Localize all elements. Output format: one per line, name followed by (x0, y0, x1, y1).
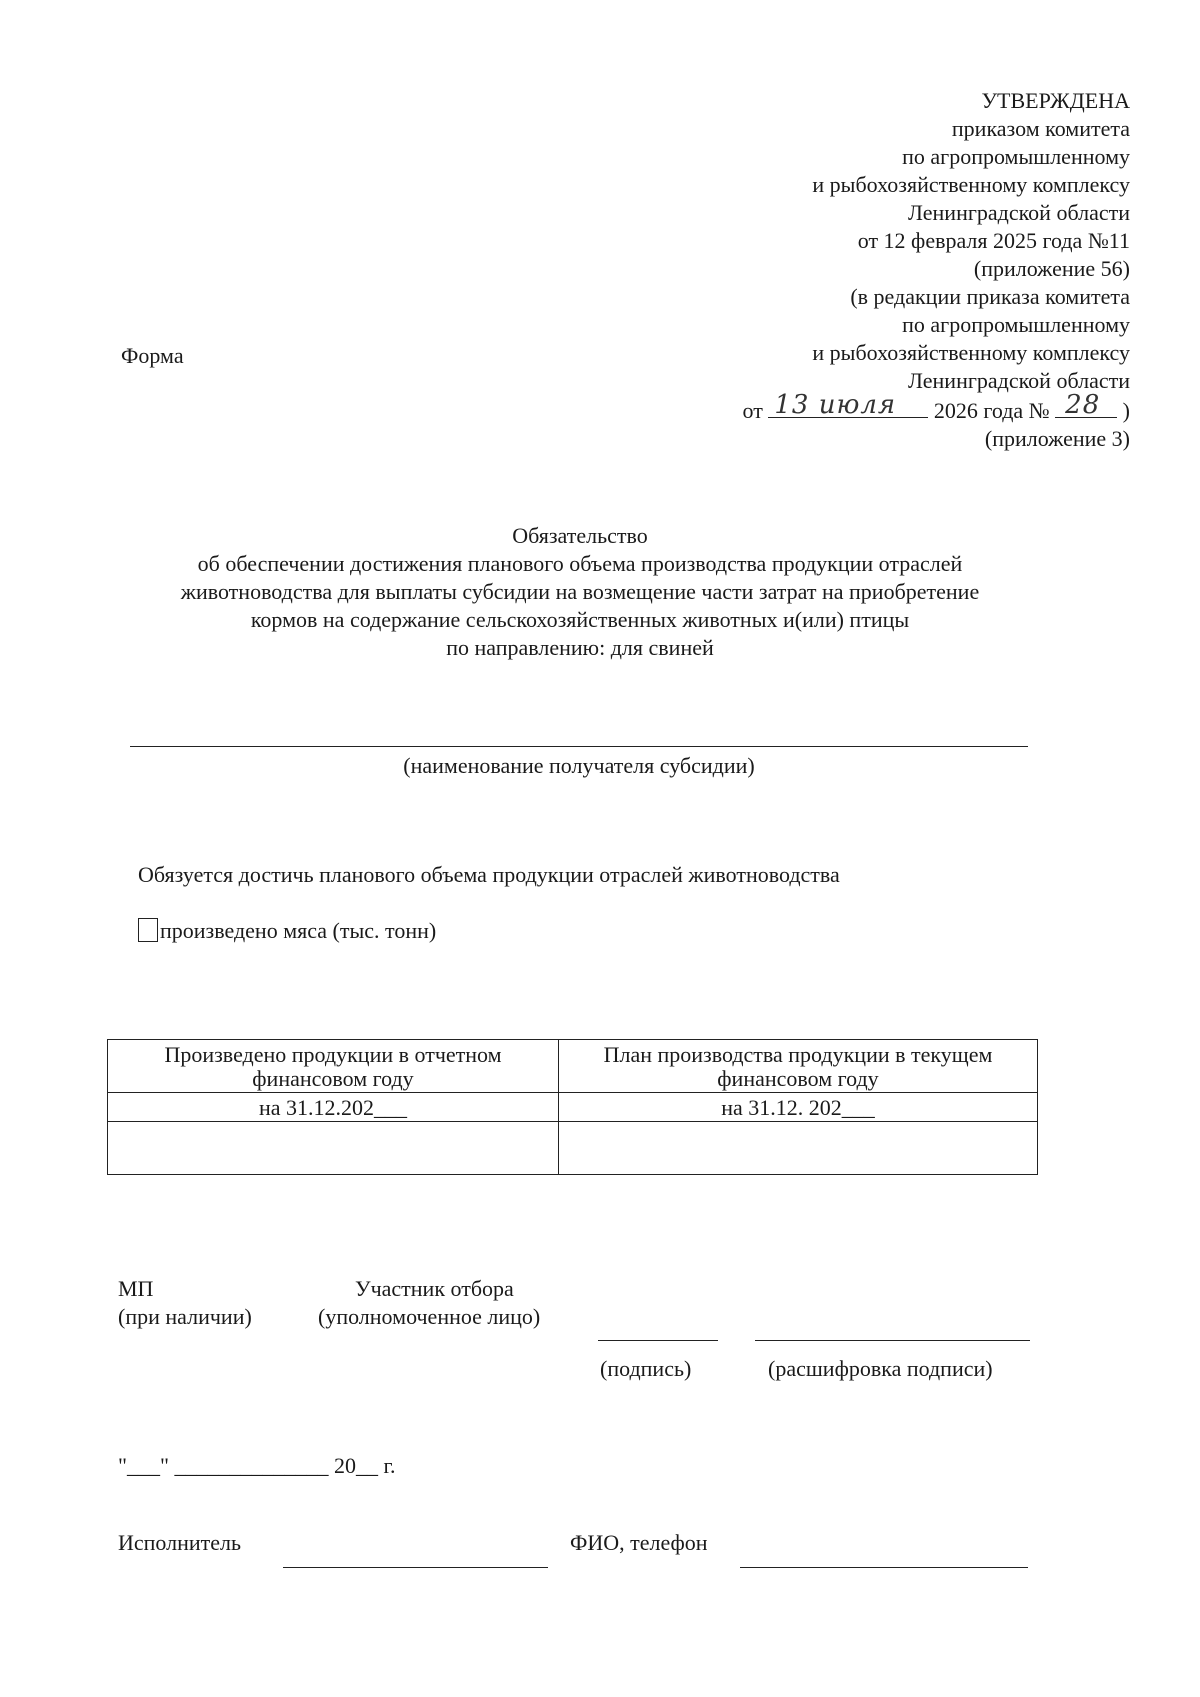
approval-line: и рыбохозяйственному комплексу (812, 340, 1130, 365)
date-prefix: от (742, 398, 763, 423)
approval-line: (приложение 56) (973, 256, 1130, 281)
col1-value-cell[interactable] (108, 1122, 559, 1175)
executor-line[interactable] (283, 1567, 548, 1568)
form-label: Форма (121, 343, 184, 368)
title-line: животноводства для выплаты субсидии на возмещение части затрат на приобретение (180, 579, 980, 604)
title-line: кормов на содержание сельскохозяйственных животных и(или) птицы (250, 607, 910, 632)
participant-note: (уполномоченное лицо) (318, 1304, 541, 1329)
approval-line: (в редакции приказа комитета (850, 284, 1130, 309)
approval-line: УТВЕРЖДЕНА (981, 88, 1130, 113)
decode-line[interactable] (755, 1340, 1030, 1341)
recipient-name-line[interactable] (130, 746, 1028, 747)
col2-header-line2: финансовом году (717, 1066, 879, 1091)
mp-note: (при наличии) (118, 1304, 252, 1329)
approval-line: по агропромышленному (902, 144, 1130, 169)
approval-line: Ленинградской области (908, 368, 1130, 393)
signature-caption: (подпись) (600, 1356, 692, 1381)
approval-block (570, 87, 1130, 453)
participant-label: Участник отбора (355, 1276, 514, 1301)
title-heading: Обязательство (512, 523, 648, 548)
commitment-text: Обязуется достичь планового объема продукции отраслей животноводства (138, 862, 840, 887)
handwritten-date: 13 июля (774, 390, 897, 420)
col1-header (108, 1040, 559, 1093)
executor-label: Исполнитель (118, 1530, 242, 1555)
production-table (107, 1039, 1038, 1175)
meat-checkbox[interactable] (138, 918, 158, 942)
title-line: об обеспечении достижения планового объема производства продукции отраслей (197, 551, 963, 576)
mp-label: МП (118, 1276, 154, 1301)
date-fill-line[interactable]: "___" ______________ 20__ г. (118, 1453, 396, 1478)
approval-line: и рыбохозяйственному комплексу (812, 172, 1130, 197)
col2-header-line1: План производства продукции в текущем (603, 1042, 993, 1067)
checkbox-label: произведено мяса (тыс. тонн) (160, 918, 437, 943)
approval-line: Ленинградской области (908, 200, 1130, 225)
col1-header-line1: Произведено продукции в отчетном (164, 1042, 502, 1067)
fio-phone-line[interactable] (740, 1567, 1028, 1568)
col1-date: на 31.12.202___ (108, 1093, 559, 1122)
recipient-caption: (наименование получателя субсидии) (403, 753, 755, 778)
col2-value-cell[interactable] (559, 1122, 1038, 1175)
handwritten-number: 28 (1065, 390, 1101, 420)
fio-phone-label: ФИО, телефон (570, 1530, 708, 1555)
approval-date-line (570, 390, 1130, 425)
checkbox-row (138, 917, 436, 945)
approval-line: от 12 февраля 2025 года №11 (857, 228, 1130, 253)
number-blank (1055, 390, 1117, 420)
col2-date: на 31.12. 202___ (559, 1093, 1038, 1122)
date-middle: 2026 года № (933, 398, 1050, 423)
approval-line: приказом комитета (951, 116, 1130, 141)
col2-header (559, 1040, 1038, 1093)
approval-line: по агропромышленному (902, 312, 1130, 337)
approval-appendix: (приложение 3) (984, 426, 1130, 451)
title-line: по направлению: для свиней (446, 635, 714, 660)
title-block (110, 522, 1050, 662)
col1-header-line2: финансовом году (252, 1066, 414, 1091)
date-suffix: ) (1122, 398, 1130, 423)
date-blank (768, 390, 928, 420)
signature-line[interactable] (598, 1340, 718, 1341)
decode-caption: (расшифровка подписи) (768, 1356, 993, 1381)
